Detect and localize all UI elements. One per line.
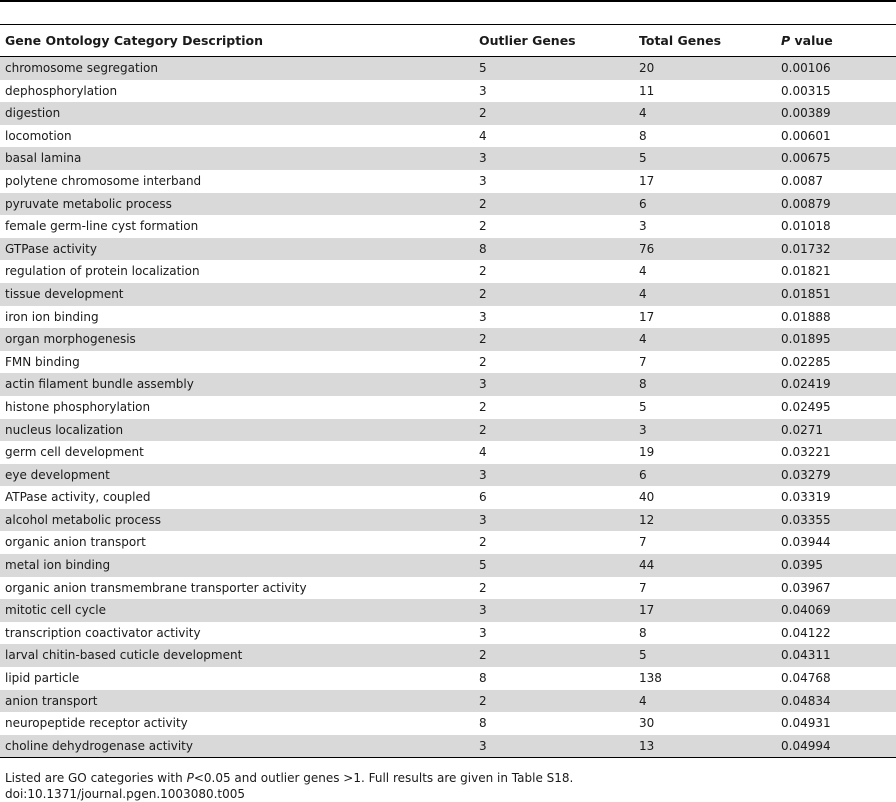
cell-description: basal lamina — [5, 151, 82, 166]
cell-description: iron ion binding — [5, 309, 99, 324]
cell-total-genes: 19 — [639, 445, 655, 460]
cell-outlier-genes: 5 — [479, 558, 487, 573]
cell-description: metal ion binding — [5, 558, 111, 573]
footnote-prefix: Listed are GO categories with — [5, 771, 187, 785]
cell-outlier-genes: 2 — [479, 422, 487, 437]
cell-description: FMN binding — [5, 354, 80, 369]
cell-p-value: 0.01895 — [781, 332, 831, 347]
table-row — [0, 328, 896, 351]
cell-description: transcription coactivator activity — [5, 625, 201, 640]
cell-outlier-genes: 3 — [479, 603, 487, 618]
cell-total-genes: 17 — [639, 603, 655, 618]
footnote-p-symbol: P — [186, 771, 194, 785]
table-footnote — [5, 770, 573, 802]
cell-p-value: 0.0087 — [781, 173, 823, 188]
table-row — [0, 419, 896, 442]
header-description: Gene Ontology Category Description — [5, 33, 263, 48]
table-row — [0, 125, 896, 148]
cell-p-value: 0.0395 — [781, 558, 823, 573]
top-rule — [0, 0, 896, 2]
cell-p-value: 0.03944 — [781, 535, 831, 550]
cell-description: locomotion — [5, 128, 72, 143]
cell-outlier-genes: 2 — [479, 196, 487, 211]
cell-total-genes: 5 — [639, 648, 647, 663]
cell-description: polytene chromosome interband — [5, 173, 202, 188]
cell-total-genes: 4 — [639, 693, 647, 708]
cell-description: female germ-line cyst formation — [5, 219, 199, 234]
header-p-label: value — [790, 33, 833, 48]
cell-p-value: 0.00106 — [781, 61, 831, 75]
table-row — [0, 554, 896, 577]
cell-description: ATPase activity, coupled — [5, 490, 151, 505]
table-row — [0, 102, 896, 125]
cell-description: histone phosphorylation — [5, 399, 151, 414]
cell-p-value: 0.03967 — [781, 580, 831, 595]
footnote-text — [5, 770, 573, 786]
cell-outlier-genes: 4 — [479, 128, 487, 143]
cell-total-genes: 17 — [639, 309, 655, 324]
cell-p-value: 0.02495 — [781, 399, 831, 414]
cell-total-genes: 8 — [639, 377, 647, 392]
cell-total-genes: 13 — [639, 738, 655, 753]
cell-description: lipid particle — [5, 671, 80, 686]
cell-p-value: 0.00315 — [781, 83, 831, 98]
cell-total-genes: 3 — [639, 219, 647, 234]
cell-outlier-genes: 2 — [479, 354, 487, 369]
table-row — [0, 238, 896, 261]
cell-description: germ cell development — [5, 445, 144, 460]
cell-outlier-genes: 2 — [479, 286, 487, 301]
table-row — [0, 215, 896, 238]
cell-total-genes: 12 — [639, 512, 655, 527]
header-p-value — [776, 25, 896, 57]
cell-total-genes: 4 — [639, 286, 647, 301]
cell-description: GTPase activity — [5, 241, 97, 256]
table-header-row — [0, 25, 896, 57]
footnote-doi: doi:10.1371/journal.pgen.1003080.t005 — [5, 787, 246, 801]
cell-p-value: 0.00675 — [781, 151, 831, 166]
cell-description: eye development — [5, 467, 110, 482]
cell-total-genes: 3 — [639, 422, 647, 437]
cell-total-genes: 20 — [639, 61, 655, 75]
cell-total-genes: 4 — [639, 332, 647, 347]
cell-p-value: 0.02285 — [781, 354, 831, 369]
cell-description: anion transport — [5, 693, 98, 708]
table-row — [0, 441, 896, 464]
cell-outlier-genes: 2 — [479, 106, 487, 121]
cell-p-value: 0.01018 — [781, 219, 831, 234]
go-table-container — [0, 24, 896, 758]
table-row — [0, 260, 896, 283]
table-row — [0, 531, 896, 554]
cell-outlier-genes: 8 — [479, 241, 487, 256]
cell-description: tissue development — [5, 286, 124, 301]
cell-description: actin filament bundle assembly — [5, 377, 194, 392]
cell-description: digestion — [5, 106, 61, 121]
cell-total-genes: 44 — [639, 558, 655, 573]
table-row — [0, 193, 896, 216]
cell-description: chromosome segregation — [5, 61, 158, 75]
cell-description: organ morphogenesis — [5, 332, 136, 347]
cell-total-genes: 7 — [639, 580, 647, 595]
header-total-genes: Total Genes — [639, 33, 722, 48]
table-row — [0, 599, 896, 622]
table-row — [0, 667, 896, 690]
table-row — [0, 396, 896, 419]
cell-outlier-genes: 2 — [479, 332, 487, 347]
cell-total-genes: 5 — [639, 399, 647, 414]
cell-p-value: 0.03221 — [781, 445, 831, 460]
cell-outlier-genes: 2 — [479, 535, 487, 550]
cell-outlier-genes: 3 — [479, 309, 487, 324]
cell-p-value: 0.00389 — [781, 106, 831, 121]
cell-description: regulation of protein localization — [5, 264, 200, 279]
cell-p-value: 0.03319 — [781, 490, 831, 505]
cell-outlier-genes: 3 — [479, 738, 487, 753]
table-body — [0, 57, 896, 758]
cell-outlier-genes: 3 — [479, 173, 487, 188]
table-row — [0, 306, 896, 329]
table-row — [0, 464, 896, 487]
cell-outlier-genes: 2 — [479, 399, 487, 414]
table-row — [0, 57, 896, 80]
table-row — [0, 644, 896, 667]
cell-outlier-genes: 2 — [479, 693, 487, 708]
cell-total-genes: 7 — [639, 354, 647, 369]
cell-p-value: 0.04834 — [781, 693, 831, 708]
cell-description: pyruvate metabolic process — [5, 196, 172, 211]
cell-p-value: 0.01888 — [781, 309, 831, 324]
table-row — [0, 147, 896, 170]
cell-p-value: 0.01821 — [781, 264, 831, 279]
cell-p-value: 0.04994 — [781, 738, 831, 753]
cell-p-value: 0.03279 — [781, 467, 831, 482]
table-row — [0, 283, 896, 306]
cell-p-value: 0.01851 — [781, 286, 831, 301]
cell-p-value: 0.04122 — [781, 625, 831, 640]
table-row — [0, 735, 896, 758]
cell-total-genes: 76 — [639, 241, 655, 256]
cell-p-value: 0.00601 — [781, 128, 831, 143]
cell-outlier-genes: 3 — [479, 625, 487, 640]
cell-description: organic anion transport — [5, 535, 146, 550]
cell-p-value: 0.02419 — [781, 377, 831, 392]
header-p-symbol: P — [781, 33, 791, 48]
cell-p-value: 0.04069 — [781, 603, 831, 618]
cell-outlier-genes: 8 — [479, 716, 487, 731]
cell-outlier-genes: 6 — [479, 490, 487, 505]
header-outlier-genes: Outlier Genes — [479, 33, 576, 48]
table-row — [0, 351, 896, 374]
cell-description: neuropeptide receptor activity — [5, 716, 188, 731]
cell-outlier-genes: 3 — [479, 512, 487, 527]
table-row — [0, 170, 896, 193]
table-row — [0, 690, 896, 713]
cell-total-genes: 40 — [639, 490, 655, 505]
cell-outlier-genes: 3 — [479, 467, 487, 482]
table-row — [0, 373, 896, 396]
cell-total-genes: 6 — [639, 467, 647, 482]
cell-total-genes: 8 — [639, 128, 647, 143]
cell-total-genes: 5 — [639, 151, 647, 166]
footnote-suffix: <0.05 and outlier genes >1. Full results are given in Table S18. — [193, 771, 574, 785]
cell-outlier-genes: 5 — [479, 61, 487, 75]
cell-p-value: 0.01732 — [781, 241, 831, 256]
cell-p-value: 0.03355 — [781, 512, 831, 527]
cell-p-value: 0.04311 — [781, 648, 831, 663]
cell-description: choline dehydrogenase activity — [5, 738, 193, 753]
cell-description: mitotic cell cycle — [5, 603, 106, 618]
cell-outlier-genes: 3 — [479, 377, 487, 392]
cell-p-value: 0.04931 — [781, 716, 831, 731]
cell-outlier-genes: 2 — [479, 648, 487, 663]
cell-total-genes: 30 — [639, 716, 655, 731]
cell-total-genes: 4 — [639, 264, 647, 279]
table-row — [0, 509, 896, 532]
cell-total-genes: 138 — [639, 671, 662, 686]
cell-p-value: 0.0271 — [781, 422, 823, 437]
cell-outlier-genes: 2 — [479, 580, 487, 595]
cell-outlier-genes: 2 — [479, 264, 487, 279]
table-row — [0, 712, 896, 735]
cell-total-genes: 6 — [639, 196, 647, 211]
cell-description: nucleus localization — [5, 422, 124, 437]
cell-total-genes: 11 — [639, 83, 655, 98]
table-row — [0, 622, 896, 645]
cell-outlier-genes: 3 — [479, 151, 487, 166]
table-row — [0, 486, 896, 509]
cell-description: larval chitin-based cuticle development — [5, 648, 243, 663]
cell-total-genes: 17 — [639, 173, 655, 188]
cell-description: organic anion transmembrane transporter activity — [5, 580, 307, 595]
cell-outlier-genes: 3 — [479, 83, 487, 98]
cell-p-value: 0.04768 — [781, 671, 831, 686]
cell-p-value: 0.00879 — [781, 196, 831, 211]
table-row — [0, 577, 896, 600]
cell-description: alcohol metabolic process — [5, 512, 162, 527]
cell-outlier-genes: 4 — [479, 445, 487, 460]
cell-total-genes: 8 — [639, 625, 647, 640]
cell-total-genes: 7 — [639, 535, 647, 550]
cell-outlier-genes: 2 — [479, 219, 487, 234]
table-row — [0, 80, 896, 103]
cell-description: dephosphorylation — [5, 83, 118, 98]
go-category-table — [0, 24, 896, 758]
cell-outlier-genes: 8 — [479, 671, 487, 686]
cell-total-genes: 4 — [639, 106, 647, 121]
